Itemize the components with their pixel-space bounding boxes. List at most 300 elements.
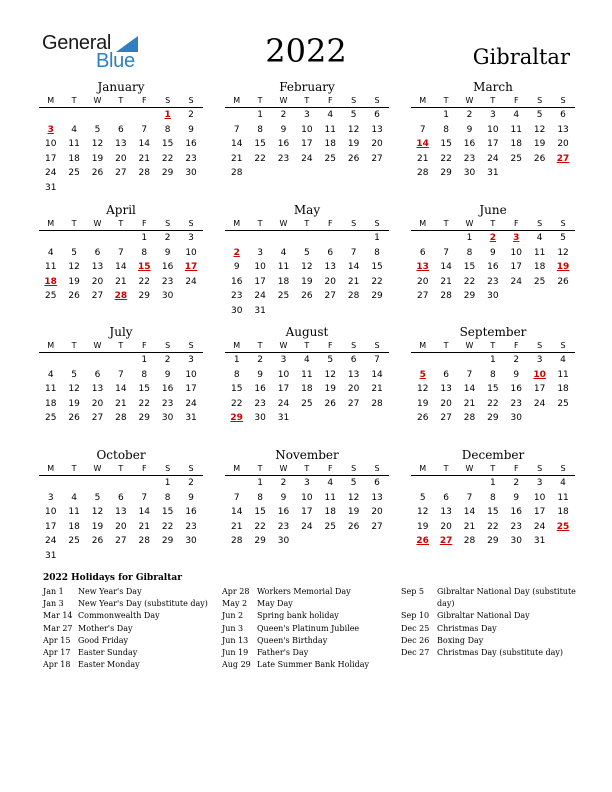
day-grid <box>225 108 389 181</box>
day: 18 <box>533 262 546 272</box>
day: 12 <box>416 507 429 517</box>
day-grid <box>39 476 203 563</box>
day: 18 <box>510 139 522 149</box>
day: 17 <box>44 521 57 532</box>
weekday-label: M <box>419 341 427 350</box>
day: 25 <box>324 153 336 164</box>
day: 9 <box>164 369 171 380</box>
day: 27 <box>416 291 429 301</box>
day: 18 <box>44 398 57 409</box>
day: 15 <box>371 262 383 272</box>
holiday-name: Queen's Platinum Jubilee <box>257 623 360 633</box>
day: 28 <box>230 536 243 546</box>
day: 16 <box>487 262 499 272</box>
day: 31 <box>277 413 290 423</box>
weekday-label: W <box>93 341 102 350</box>
day: 14 <box>463 507 476 517</box>
weekday-label: F <box>141 464 147 473</box>
day: 21 <box>115 398 127 409</box>
day: 24 <box>533 398 546 409</box>
day-grid <box>411 108 575 181</box>
day: 16 <box>230 276 243 287</box>
day: 12 <box>301 262 313 272</box>
day: 18 <box>68 521 80 532</box>
day: 10 <box>510 247 522 258</box>
day: 30 <box>185 168 197 178</box>
holiday-day: 17 <box>184 262 198 272</box>
empty-cell <box>225 231 248 246</box>
holiday-name: Father's Day <box>257 647 309 657</box>
empty-cell <box>86 476 109 491</box>
day: 4 <box>327 110 334 120</box>
day: 3 <box>490 110 496 120</box>
day: 15 <box>254 507 266 517</box>
day: 6 <box>374 478 380 488</box>
day: 10 <box>185 247 197 258</box>
day: 20 <box>440 521 452 532</box>
day: 3 <box>47 492 54 503</box>
month-april <box>39 203 203 304</box>
holiday-date: Apr 17 <box>43 647 71 657</box>
weekday-label: M <box>47 219 55 228</box>
weekday-label: W <box>465 96 474 105</box>
day: 15 <box>487 507 499 517</box>
holiday-day: 29 <box>230 413 243 423</box>
holiday-name: Late Summer Bank Holiday <box>257 660 369 670</box>
holiday-day: 25 <box>556 521 570 532</box>
day: 23 <box>463 153 476 164</box>
empty-cell <box>434 231 457 246</box>
day: 4 <box>280 247 287 258</box>
day: 20 <box>557 139 569 149</box>
weekday-label: W <box>279 341 288 350</box>
empty-cell <box>62 108 85 123</box>
holiday-name: Workers Memorial Day <box>257 587 351 596</box>
holiday-day: 28 <box>114 291 128 301</box>
month-december <box>411 448 575 549</box>
holiday-date: Sep 5 <box>401 587 424 596</box>
weekday-label: F <box>141 219 147 228</box>
day: 27 <box>371 521 383 532</box>
holiday-name: May Day <box>257 599 293 609</box>
day: 24 <box>44 536 57 546</box>
holiday-day: 26 <box>416 536 429 546</box>
holiday-date: Mar 14 <box>43 611 73 621</box>
day: 8 <box>164 124 171 135</box>
weekday-label: S <box>537 96 543 105</box>
day: 12 <box>324 369 336 380</box>
day: 14 <box>347 262 360 272</box>
day: 2 <box>164 233 171 243</box>
day: 6 <box>350 355 357 365</box>
day: 10 <box>185 369 197 380</box>
day: 11 <box>324 124 336 135</box>
day: 1 <box>374 233 380 243</box>
day: 7 <box>443 247 449 258</box>
day: 5 <box>304 247 310 258</box>
day: 29 <box>254 536 266 546</box>
weekday-label: M <box>233 341 241 350</box>
day: 15 <box>161 139 174 149</box>
weekday-header <box>411 339 575 353</box>
empty-cell <box>86 353 109 368</box>
day: 4 <box>513 110 520 120</box>
weekday-label: S <box>165 464 171 473</box>
empty-cell <box>39 353 62 368</box>
day: 16 <box>463 139 476 149</box>
day: 30 <box>277 536 290 546</box>
weekday-header <box>225 94 389 108</box>
day: 7 <box>374 355 380 365</box>
day: 11 <box>301 369 313 380</box>
day: 21 <box>347 276 360 287</box>
day: 23 <box>185 521 197 532</box>
day: 13 <box>91 384 104 394</box>
day: 31 <box>185 413 197 423</box>
day: 30 <box>254 413 266 423</box>
day: 5 <box>71 369 77 380</box>
day: 5 <box>536 110 543 120</box>
day: 19 <box>91 153 104 164</box>
holiday-day: 18 <box>44 276 57 287</box>
day: 1 <box>443 110 449 120</box>
day: 15 <box>440 139 452 149</box>
day: 12 <box>91 507 104 517</box>
header <box>0 0 612 80</box>
weekday-label: T <box>71 219 77 228</box>
month-july <box>39 325 203 426</box>
day: 13 <box>371 492 383 503</box>
day: 21 <box>463 398 476 409</box>
weekday-label: W <box>279 219 288 228</box>
day: 23 <box>161 276 174 287</box>
weekday-label: S <box>374 341 380 350</box>
day: 12 <box>533 124 546 135</box>
holiday-day: 14 <box>416 139 429 149</box>
day: 4 <box>560 478 566 488</box>
empty-cell <box>458 353 481 368</box>
day: 23 <box>254 398 266 409</box>
day: 27 <box>440 413 452 423</box>
day: 26 <box>347 521 360 532</box>
empty-cell <box>62 353 85 368</box>
weekday-label: T <box>443 464 449 473</box>
day: 1 <box>257 110 263 120</box>
day: 25 <box>68 168 80 178</box>
day: 21 <box>371 384 383 394</box>
day-grid <box>39 231 203 304</box>
day: 22 <box>440 153 452 164</box>
weekday-label: T <box>490 96 496 105</box>
day: 19 <box>416 521 429 532</box>
day: 21 <box>138 521 150 532</box>
month-october <box>39 448 203 563</box>
day: 24 <box>277 398 290 409</box>
holiday-name: New Year's Day <box>78 587 142 596</box>
day: 21 <box>440 276 452 287</box>
day: 10 <box>533 492 546 503</box>
weekday-label: S <box>374 96 380 105</box>
weekday-label: F <box>327 341 333 350</box>
day: 16 <box>510 384 522 394</box>
day: 11 <box>44 262 57 272</box>
day: 21 <box>138 153 150 164</box>
weekday-label: T <box>257 96 263 105</box>
day: 24 <box>44 168 57 178</box>
day: 13 <box>557 124 569 135</box>
day: 4 <box>47 247 54 258</box>
day: 22 <box>487 398 499 409</box>
weekday-label: W <box>465 341 474 350</box>
day: 1 <box>466 233 473 243</box>
day: 8 <box>443 124 449 135</box>
weekday-label: W <box>465 464 474 473</box>
day: 1 <box>490 355 496 365</box>
day: 26 <box>324 398 336 409</box>
month-september <box>411 325 575 426</box>
month-name: October <box>96 448 146 462</box>
day: 29 <box>161 536 174 546</box>
day: 7 <box>350 247 357 258</box>
day: 9 <box>280 124 287 135</box>
day: 3 <box>280 355 287 365</box>
weekday-label: F <box>327 464 333 473</box>
day: 28 <box>463 413 476 423</box>
day: 7 <box>141 492 148 503</box>
day: 13 <box>91 262 104 272</box>
day: 15 <box>161 507 174 517</box>
weekday-label: F <box>327 219 333 228</box>
month-name: January <box>97 80 145 94</box>
country-name: Gibraltar <box>472 45 570 69</box>
day: 11 <box>510 124 522 135</box>
day-grid <box>225 353 389 426</box>
holiday-day: 2 <box>233 247 240 258</box>
day: 20 <box>347 384 360 394</box>
day: 22 <box>161 153 174 164</box>
day: 20 <box>115 153 127 164</box>
day: 10 <box>254 262 266 272</box>
day: 11 <box>68 139 80 149</box>
day: 17 <box>510 262 522 272</box>
day: 2 <box>188 110 194 120</box>
month-name: May <box>293 203 321 217</box>
day-grid <box>411 353 575 426</box>
day: 18 <box>277 276 290 287</box>
day: 29 <box>161 168 174 178</box>
empty-cell <box>411 231 434 246</box>
holiday-day: 5 <box>419 369 426 380</box>
day: 4 <box>71 492 77 503</box>
weekday-label: T <box>257 219 263 228</box>
holiday-name: Christmas Day (substitute day) <box>437 647 563 657</box>
day: 28 <box>138 168 150 178</box>
day: 8 <box>490 492 496 503</box>
weekday-header <box>411 217 575 231</box>
month-name: February <box>279 80 335 94</box>
day: 17 <box>277 384 290 394</box>
day: 29 <box>487 536 499 546</box>
weekday-label: W <box>279 96 288 105</box>
day: 24 <box>301 153 313 164</box>
weekday-label: T <box>257 464 263 473</box>
empty-cell <box>458 476 481 491</box>
day: 25 <box>557 398 569 409</box>
day: 5 <box>327 355 334 365</box>
day: 15 <box>463 262 476 272</box>
empty-cell <box>86 108 109 123</box>
day: 5 <box>94 492 101 503</box>
day: 25 <box>68 536 80 546</box>
holiday-name: Good Friday <box>78 635 129 645</box>
weekday-label: S <box>537 464 543 473</box>
day: 8 <box>257 492 263 503</box>
weekday-label: M <box>233 219 241 228</box>
day: 6 <box>419 247 426 258</box>
weekday-label: S <box>374 219 380 228</box>
brand-word-blue: Blue <box>96 50 135 72</box>
weekday-label: S <box>537 341 543 350</box>
holiday-date: Dec 27 <box>401 647 430 657</box>
day: 8 <box>374 247 380 258</box>
day: 22 <box>230 398 243 409</box>
day: 8 <box>490 369 496 380</box>
day-grid <box>225 231 389 318</box>
day: 19 <box>416 398 429 409</box>
day: 10 <box>277 369 290 380</box>
day: 2 <box>188 478 194 488</box>
empty-cell <box>411 108 434 123</box>
day: 24 <box>533 521 546 532</box>
day: 28 <box>138 536 150 546</box>
day: 23 <box>510 521 522 532</box>
weekday-header <box>39 462 203 476</box>
holiday-date: Apr 15 <box>43 635 71 645</box>
holiday-date: Jan 1 <box>43 587 64 596</box>
day: 7 <box>233 492 240 503</box>
day: 14 <box>463 384 476 394</box>
day: 3 <box>304 110 310 120</box>
day: 6 <box>94 369 101 380</box>
holiday-day: 27 <box>439 536 453 546</box>
day: 14 <box>115 262 127 272</box>
empty-cell <box>434 476 457 491</box>
day: 28 <box>463 536 476 546</box>
day: 2 <box>164 355 171 365</box>
weekday-label: W <box>465 219 474 228</box>
weekday-label: S <box>188 219 194 228</box>
day: 10 <box>301 492 313 503</box>
day: 26 <box>68 291 80 301</box>
day-grid <box>39 353 203 426</box>
day: 17 <box>487 139 499 149</box>
day: 20 <box>115 521 127 532</box>
day: 31 <box>254 305 266 316</box>
day: 7 <box>233 124 240 135</box>
holiday-name: New Year's Day (substitute day) <box>78 599 208 609</box>
day: 18 <box>557 384 569 394</box>
day: 25 <box>44 413 57 423</box>
empty-cell <box>133 108 156 123</box>
holiday-name: Gibraltar National Day (substitute day) <box>437 587 576 609</box>
holiday-date: Jun 13 <box>222 635 249 645</box>
day: 29 <box>440 168 452 178</box>
day: 3 <box>188 233 194 243</box>
day: 23 <box>230 291 243 301</box>
day: 27 <box>115 168 127 178</box>
weekday-label: F <box>513 464 519 473</box>
month-june <box>411 203 575 304</box>
weekday-label: F <box>327 96 333 105</box>
day: 16 <box>161 384 174 394</box>
day: 21 <box>115 276 127 287</box>
weekday-header <box>411 94 575 108</box>
day: 14 <box>230 507 243 517</box>
holiday-name: Easter Monday <box>78 660 140 670</box>
holiday-name: Spring bank holiday <box>257 611 339 621</box>
day: 1 <box>233 355 240 365</box>
day: 26 <box>533 153 546 164</box>
day: 8 <box>164 492 171 503</box>
holiday-day: 3 <box>513 233 520 243</box>
month-january <box>39 80 203 195</box>
day: 4 <box>327 478 334 488</box>
day: 12 <box>347 492 360 503</box>
holiday-name: Queen's Birthday <box>257 635 328 645</box>
weekday-label: S <box>351 341 357 350</box>
day: 20 <box>91 276 104 287</box>
holiday-date: Sep 10 <box>401 611 430 621</box>
day: 6 <box>94 247 101 258</box>
empty-cell <box>434 353 457 368</box>
day: 16 <box>277 507 290 517</box>
day: 11 <box>557 369 569 380</box>
day: 30 <box>510 413 522 423</box>
day: 3 <box>188 355 194 365</box>
month-march <box>411 80 575 181</box>
weekday-label: S <box>188 464 194 473</box>
weekday-header <box>39 339 203 353</box>
day: 2 <box>513 355 520 365</box>
day: 9 <box>490 247 496 258</box>
day: 14 <box>371 369 383 380</box>
day: 13 <box>371 124 383 135</box>
empty-cell <box>109 231 132 246</box>
day: 30 <box>185 536 197 546</box>
day: 2 <box>466 110 473 120</box>
day: 7 <box>118 247 124 258</box>
holiday-name: Easter Sunday <box>78 647 138 657</box>
weekday-label: S <box>188 341 194 350</box>
day: 30 <box>463 168 476 178</box>
day: 26 <box>557 276 569 287</box>
weekday-label: F <box>141 341 147 350</box>
holiday-date: Jun 3 <box>222 623 244 633</box>
day: 22 <box>371 276 383 287</box>
day: 16 <box>254 384 266 394</box>
day: 1 <box>141 355 148 365</box>
holiday-day: 2 <box>489 233 496 243</box>
day: 12 <box>557 247 569 258</box>
day: 20 <box>371 139 383 149</box>
day: 19 <box>347 507 360 517</box>
day: 15 <box>254 139 266 149</box>
empty-cell <box>86 231 109 246</box>
holiday-name: Mother's Day <box>78 623 133 633</box>
holiday-date: Apr 18 <box>43 660 71 670</box>
holiday-day: 15 <box>137 262 151 272</box>
day: 12 <box>91 139 104 149</box>
